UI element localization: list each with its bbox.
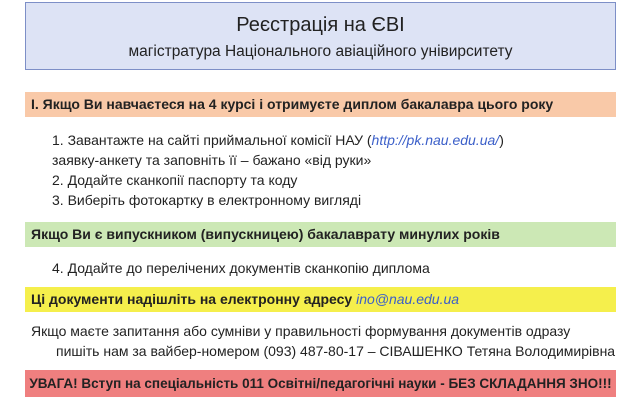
- step-1-prefix: 1. Завантажте на сайті приймальної комісії НАУ (: [52, 132, 372, 148]
- step-2: 2. Додайте сканкопії паспорту та коду: [52, 172, 298, 188]
- section-3-heading: [25, 287, 616, 312]
- contact-line-2: пишіть нам за вайбер-номером (093) 487-80-17 – СІВАШЕНКО Тетяна Володимирівна: [56, 343, 616, 359]
- step-1-line-1: [52, 132, 504, 148]
- step-1-suffix: ): [499, 132, 504, 148]
- step-4: 4. Додайте до перелічених документів сканкопію диплома: [52, 260, 430, 276]
- admission-site-link[interactable]: http://pk.nau.edu.ua/: [371, 132, 500, 148]
- contact-line-1: Якщо маєте запитання або сумніви у правильності формування документів одразу: [31, 323, 571, 339]
- section-2-heading: Якщо Ви є випускником (випускницею) бакалаврату минулих років: [25, 222, 616, 247]
- title-banner: [25, 2, 616, 70]
- step-3: 3. Виберіть фотокартку в електронному вигляді: [52, 192, 362, 208]
- notice-banner: УВАГА! Вступ на спеціальність 011 Освітні/педагогічні науки - БЕЗ СКЛАДАННЯ ЗНО!!!: [25, 370, 616, 397]
- page-title: Реєстрація на ЄВІ: [236, 14, 405, 36]
- step-1-line-2: заявку-анкету та заповніть її – бажано «від руки»: [52, 152, 372, 168]
- email-instruction: Ці документи надішліть на електронну адресу: [31, 291, 357, 307]
- section-1-heading: І. Якщо Ви навчаєтеся на 4 курсі і отримуєте диплом бакалавра цього року: [25, 92, 616, 117]
- email-link[interactable]: ino@nau.edu.ua: [356, 291, 460, 307]
- page-subtitle: магістратура Національного авіаційного унівирситету: [128, 43, 513, 60]
